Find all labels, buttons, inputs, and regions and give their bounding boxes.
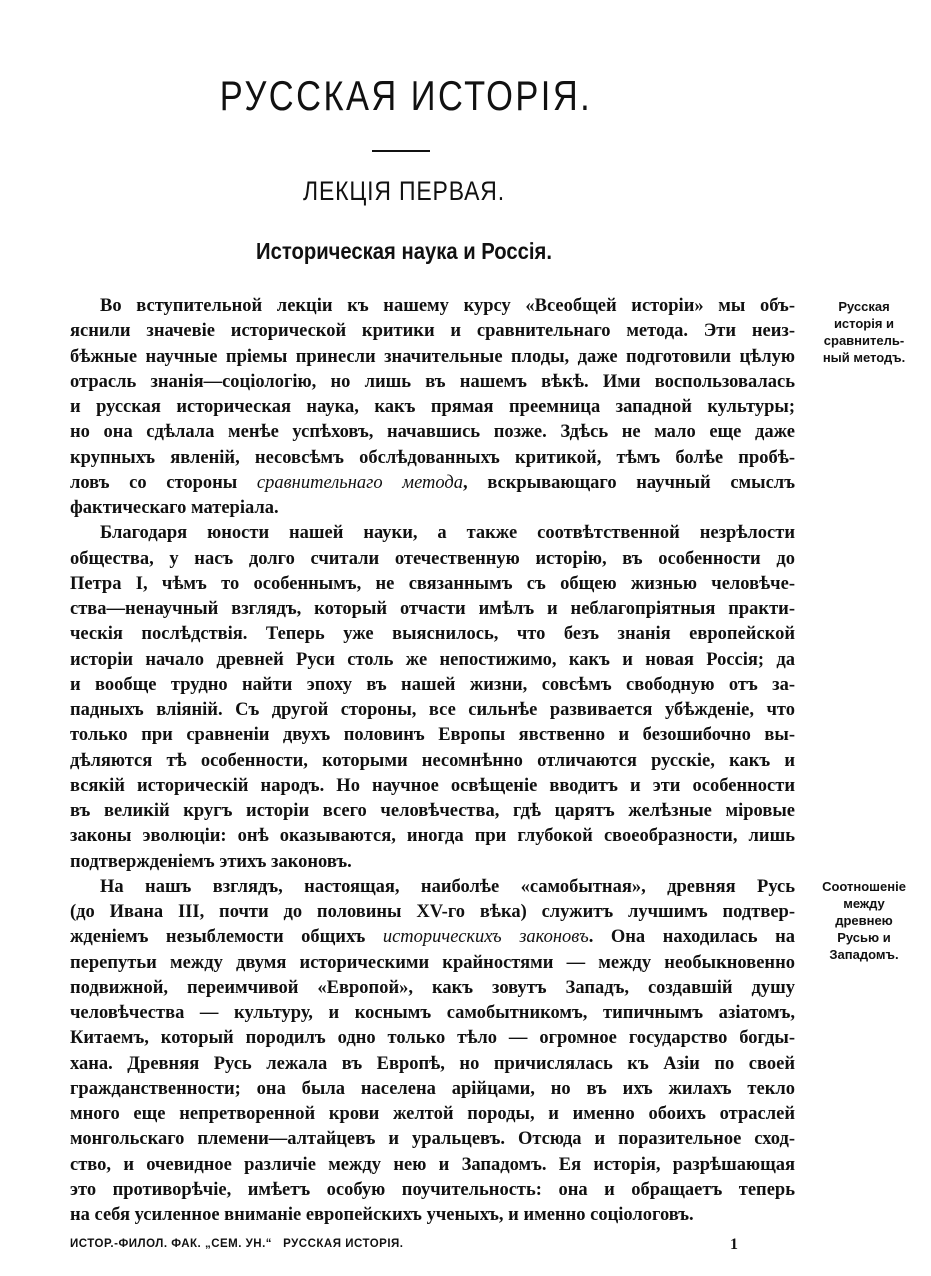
- text-segment: общества, у насъ долго считали отечественную исторію, въ особенности до: [70, 548, 795, 569]
- margin-note-line: Русская: [838, 299, 890, 314]
- text-segment: ство, и очевидное различіе между нею и Западомъ. Ея исторія, разрѣшающая: [70, 1154, 795, 1175]
- paragraph-2-line: [70, 572, 795, 597]
- paragraph-2-line: [70, 749, 795, 774]
- paragraph-3-line: [70, 1203, 795, 1228]
- text-segment: монгольскаго племени—алтайцевъ и уральцевъ. Отсюда и поразительное сход-: [70, 1129, 795, 1150]
- margin-note-line: сравнитель-: [823, 333, 905, 348]
- paragraph-3-line: [70, 1127, 795, 1152]
- page-title: РУССКАЯ ИСТОРІЯ.: [219, 72, 593, 119]
- text-segment: яснили значевіе исторической критики и сравнительнаго метода. Эти неиз-: [70, 321, 795, 342]
- paragraph-1-line: [70, 395, 795, 420]
- margin-note-russia-and-west: [802, 878, 926, 963]
- text-segment: жденіемъ незыблемости общихъ: [70, 927, 383, 948]
- italic-text: историческихъ законовъ: [382, 927, 589, 948]
- text-segment: На нашъ взглядъ, настоящая, наиболѣе «самобытная», древняя Русь: [100, 876, 795, 897]
- text-segment: перепутьи между двумя историческими крайностями — между необыкновенно: [70, 952, 795, 973]
- text-segment: отрасль знанія—соціологію, но лишь въ нашемъ вѣкѣ. Ими воспользовалась: [70, 371, 795, 392]
- paragraph-2-line: [70, 850, 795, 875]
- text-segment: на себя усиленное вниманіе европейскихъ ученыхъ, и именно соціологовъ.: [70, 1205, 694, 1225]
- title-divider: [372, 150, 430, 152]
- page-number: 1: [730, 1236, 738, 1253]
- paragraph-3-line: [70, 900, 795, 925]
- paragraph-2-line: [70, 648, 795, 673]
- margin-note-line: древнею: [835, 913, 893, 928]
- paragraph-3-line: [70, 1052, 795, 1077]
- text-segment: въ великій кругъ исторіи всего человѣчества, гдѣ царятъ желѣзные міровые: [70, 801, 795, 821]
- text-segment: и русская историческая наука, какъ прямая преемница западной культуры;: [70, 397, 795, 417]
- margin-note-line: Русью и: [837, 930, 891, 945]
- text-segment: ловъ со стороны: [70, 472, 257, 493]
- paragraph-2-line: [70, 799, 795, 824]
- text-segment: хана. Древняя Русь лежала въ Европѣ, но причислялась къ Азіи по своей: [70, 1053, 795, 1074]
- paragraph-2-line: [70, 774, 795, 799]
- text-segment: только при сравненіи двухъ половинъ Европы явственно и безошибочно вы-: [70, 725, 795, 746]
- paragraph-1-line: [70, 319, 795, 344]
- paragraph-3-line: [70, 1001, 795, 1026]
- margin-note-line: исторія и: [833, 316, 895, 331]
- text-segment: (до Ивана III, почти до половины XV-го вѣка) служитъ лучшимъ подтвер-: [70, 902, 795, 922]
- text-segment: но она сдѣлала менѣе успѣховъ, начавшись позже. Здѣсь не мало еще даже: [70, 422, 795, 443]
- paragraph-2-line: [70, 622, 795, 647]
- paragraph-2-line: [70, 723, 795, 748]
- margin-note-line: Соотношеніе: [822, 879, 906, 894]
- margin-note-line: между: [843, 896, 885, 911]
- paragraph-3-line: [70, 925, 795, 950]
- italic-text: сравнительнаго метода: [256, 472, 464, 493]
- margin-note-line: ный методъ.: [822, 350, 906, 365]
- footer-signature: ИСТОР.-ФИЛОЛ. ФАК. „СЕМ. УН.“ РУССКАЯ ИСТОРІЯ.: [70, 1238, 404, 1250]
- text-segment: крупныхъ явленій, несовсѣмъ обслѣдованныхъ критикой, тѣмъ болѣе пробѣ-: [70, 447, 795, 468]
- paragraph-1-line: [70, 471, 795, 496]
- text-segment: подвижной, переимчивой «Европой», какъ зовутъ Западъ, создавшій душу: [70, 977, 795, 998]
- text-segment: человѣчества — культуру, и коснымъ самобытникомъ, типичнымъ азіатомъ,: [70, 1003, 795, 1023]
- text-segment: фактическаго матеріала.: [70, 498, 279, 518]
- text-segment: дѣляются тѣ особенности, которыми несомнѣнно отличаются русскіе, какъ и: [70, 750, 795, 771]
- text-segment: много еще непретворенной крови желтой породы, и именно обоихъ отраслей: [70, 1104, 795, 1124]
- paragraph-1-line: [70, 446, 795, 471]
- paragraph-1-line: [70, 420, 795, 445]
- paragraph-1-line: [70, 496, 795, 521]
- section-subtitle: Историческая наука и Россія.: [256, 238, 552, 264]
- paragraph-2-line: [70, 824, 795, 849]
- text-segment: Во вступительной лекціи къ нашему курсу «Всеобщей исторіи» мы объ-: [100, 296, 795, 316]
- paragraph-3-line: [70, 1178, 795, 1203]
- margin-note-comparative-method: [802, 298, 926, 366]
- text-segment: гражданственности; она была населена арійцами, но въ ихъ жилахъ текло: [70, 1078, 795, 1099]
- text-segment: законы эволюціи: онѣ оказываются, иногда при глубокой своеобразности, лишь: [70, 826, 795, 847]
- text-segment: Петра I, чѣмъ то особеннымъ, не связаннымъ съ общею жизнью человѣче-: [70, 573, 795, 594]
- text-segment: всякій историческій народъ. Но научное освѣщеніе вводитъ и эти особенности: [70, 775, 795, 796]
- text-segment: . Она находилась на: [588, 927, 795, 948]
- paragraph-3-line: [70, 976, 795, 1001]
- paragraph-2-line: [70, 597, 795, 622]
- text-segment: Китаемъ, который породилъ одно только тѣло — огромное государство богды-: [70, 1028, 795, 1049]
- text-segment: Благодаря юности нашей науки, а также соотвѣтственной незрѣлости: [100, 523, 795, 544]
- body-text: [70, 294, 795, 1228]
- text-segment: бѣжные научные пріемы принесли значительные плоды, даже подготовили цѣлую: [70, 346, 795, 367]
- text-segment: и вообще трудно найти эпоху въ нашей жизни, совсѣмъ свободную отъ за-: [70, 674, 795, 695]
- paragraph-3-line: [70, 1102, 795, 1127]
- text-segment: это противорѣчіе, имѣетъ особую поучительность: она и обращаетъ теперь: [70, 1179, 795, 1200]
- paragraph-3-line: [70, 1077, 795, 1102]
- paragraph-2-line: [70, 547, 795, 572]
- paragraph-2-line: [70, 673, 795, 698]
- paragraph-2-line: [70, 698, 795, 723]
- paragraph-3-line: [70, 1153, 795, 1178]
- text-segment: исторіи начало древней Руси столь же непостижимо, какъ и новая Россія; да: [70, 649, 795, 670]
- paragraph-3-line: [70, 875, 795, 900]
- margin-note-line: Западомъ.: [829, 947, 899, 962]
- paragraph-3-line: [70, 951, 795, 976]
- text-segment: падныхъ вліяній. Съ другой стороны, все сильнѣе развивается убѣжденіе, что: [70, 700, 795, 720]
- paragraph-1-line: [70, 294, 795, 319]
- paragraph-1-line: [70, 345, 795, 370]
- paragraph-1-line: [70, 370, 795, 395]
- text-segment: ства—ненаучный взглядъ, который отчасти имѣлъ и неблагопріятныя практи-: [70, 599, 795, 619]
- text-segment: , вскрывающаго научный смыслъ: [463, 472, 795, 493]
- paragraph-2-line: [70, 521, 795, 546]
- text-segment: подтвержденіемъ этихъ законовъ.: [70, 851, 352, 872]
- text-segment: ческія послѣдствія. Теперь уже выяснилось, что безъ знанія европейской: [70, 624, 795, 645]
- paragraph-3-line: [70, 1026, 795, 1051]
- lecture-heading: ЛЕКЦІЯ ПЕРВАЯ.: [303, 176, 505, 206]
